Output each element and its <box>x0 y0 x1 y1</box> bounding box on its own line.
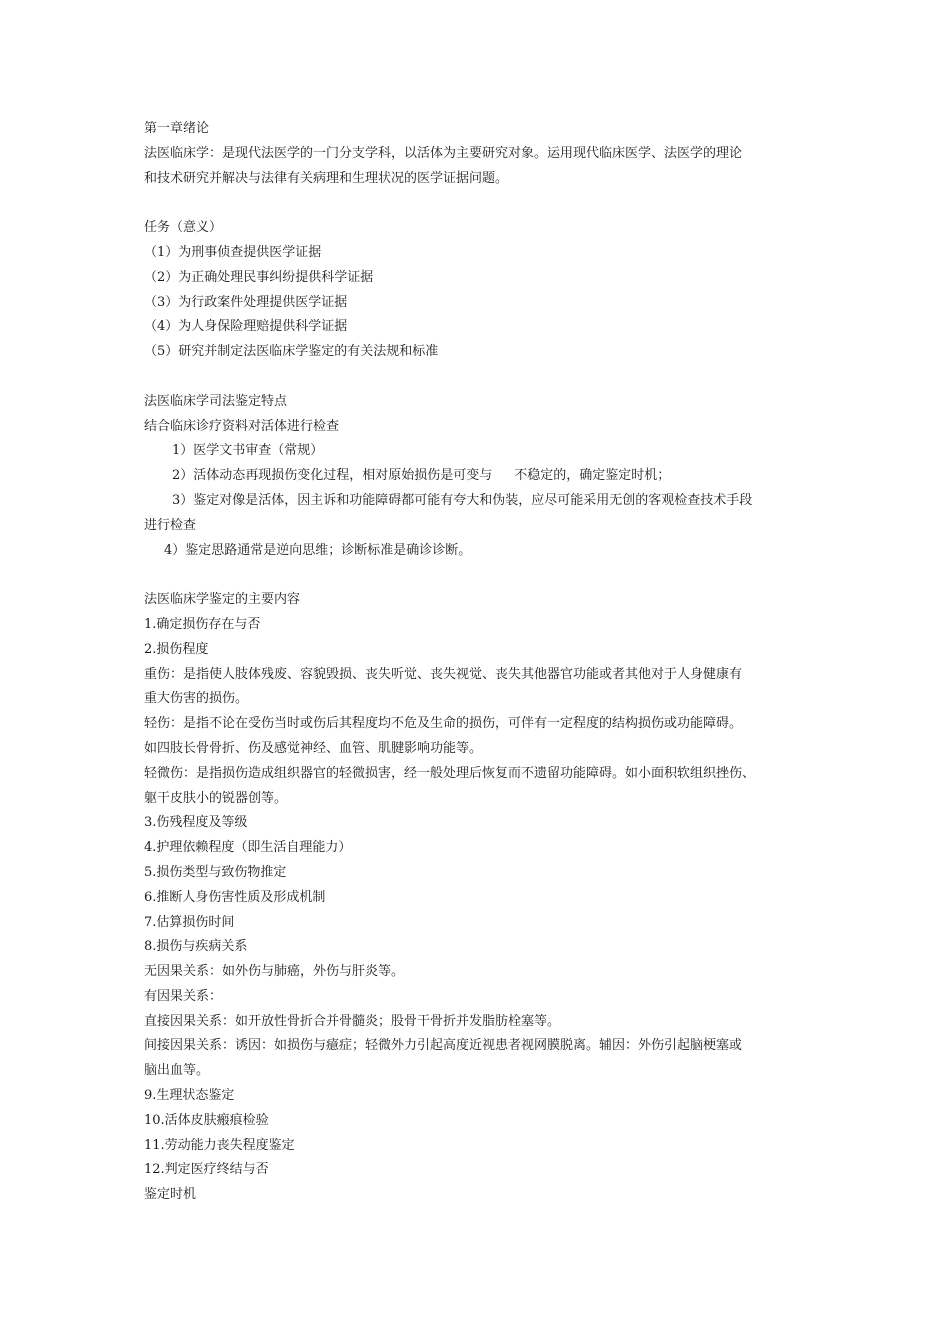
task-item: （3）为行政案件处理提供医学证据 <box>144 294 348 310</box>
content-line: 4.护理依赖程度（即生活自理能力） <box>144 840 352 856</box>
content-line: 8.损伤与疾病关系 <box>144 939 248 955</box>
content-line: 轻微伤：是指损伤造成组织器官的轻微损害，经一般处理后恢复而不遗留功能障碍。如小面积软组织挫伤、 <box>144 765 756 781</box>
content-line: 2.损伤程度 <box>144 641 209 657</box>
content-line: 躯干皮肤小的锐器创等。 <box>144 790 288 806</box>
content-line: 有因果关系： <box>144 988 223 1004</box>
document-body <box>144 117 814 1208</box>
chapter-title: 第一章绪论 <box>144 121 210 136</box>
definition-line-2: 和技术研究并解决与法律有关病理和生理状况的医学证据问题。 <box>144 170 509 186</box>
feature-item-1: 1）医学文书审查（常规） <box>172 443 324 459</box>
content-line: 轻伤：是指不论在受伤当时或伤后其程度均不危及生命的损伤，可伴有一定程度的结构损伤或功能障碍。 <box>144 716 743 732</box>
content-line: 9.生理状态鉴定 <box>144 1088 235 1104</box>
task-item: （5）研究并制定法医临床学鉴定的有关法规和标准 <box>144 344 439 360</box>
content-line: 重伤：是指使人肢体残废、容貌毁损、丧失听觉、丧失视觉、丧失其他器官功能或者其他对于人身健康有 <box>144 666 743 682</box>
content-line: 5.损伤类型与致伤物推定 <box>144 864 287 880</box>
content-line: 重大伤害的损伤。 <box>144 691 249 707</box>
content-line: 6.推断人身伤害性质及形成机制 <box>144 889 326 905</box>
contents-heading: 法医临床学鉴定的主要内容 <box>144 592 301 608</box>
definition-line-1: 法医临床学：是现代法医学的一门分支学科，以活体为主要研究对象。运用现代临床医学、法医学的理论 <box>144 145 743 161</box>
content-line: 10.活体皮肤瘢痕检验 <box>144 1112 269 1128</box>
content-line: 直接因果关系：如开放性骨折合并骨髓炎；股骨干骨折并发脂肪栓塞等。 <box>144 1013 561 1029</box>
tasks-heading: 任务（意义） <box>144 220 223 236</box>
task-item: （4）为人身保险理赔提供科学证据 <box>144 319 348 335</box>
content-line: 3.伤残程度及等级 <box>144 815 248 831</box>
feature-item-2-part-a: 2）活体动态再现损伤变化过程，相对原始损伤是可变与 <box>172 468 493 484</box>
task-item: （1）为刑事侦查提供医学证据 <box>144 244 322 260</box>
content-line: 7.估算损伤时间 <box>144 914 235 930</box>
content-line: 1.确定损伤存在与否 <box>144 616 261 632</box>
content-line: 脑出血等。 <box>144 1063 210 1079</box>
feature-item-3-line-2: 进行检查 <box>144 517 197 533</box>
feature-item-4: 4）鉴定思路通常是逆向思维；诊断标准是确诊诊断。 <box>164 542 472 558</box>
features-heading: 法医临床学司法鉴定特点 <box>144 393 288 409</box>
feature-item-2 <box>144 464 814 489</box>
task-item: （2）为正确处理民事纠纷提供科学证据 <box>144 269 374 285</box>
content-line: 11.劳动能力丧失程度鉴定 <box>144 1137 295 1153</box>
feature-item-2-part-b: 不稳定的，确定鉴定时机； <box>514 468 671 484</box>
content-line: 间接因果关系：诱因：如损伤与癔症；轻微外力引起高度近视患者视网膜脱离。辅因：外伤引起脑梗塞或 <box>144 1038 743 1054</box>
content-line: 鉴定时机 <box>144 1187 197 1203</box>
content-line: 12.判定医疗终结与否 <box>144 1162 269 1178</box>
content-line: 如四肢长骨骨折、伤及感觉神经、血管、肌腱影响功能等。 <box>144 740 483 756</box>
features-subheading: 结合临床诊疗资料对活体进行检查 <box>144 418 340 434</box>
feature-item-3-line-1: 3）鉴定对像是活体，因主诉和功能障碍都可能有夸大和伪装，应尽可能采用无创的客观检查技术手段 <box>172 492 753 508</box>
content-line: 无因果关系：如外伤与肺癌，外伤与肝炎等。 <box>144 964 405 980</box>
